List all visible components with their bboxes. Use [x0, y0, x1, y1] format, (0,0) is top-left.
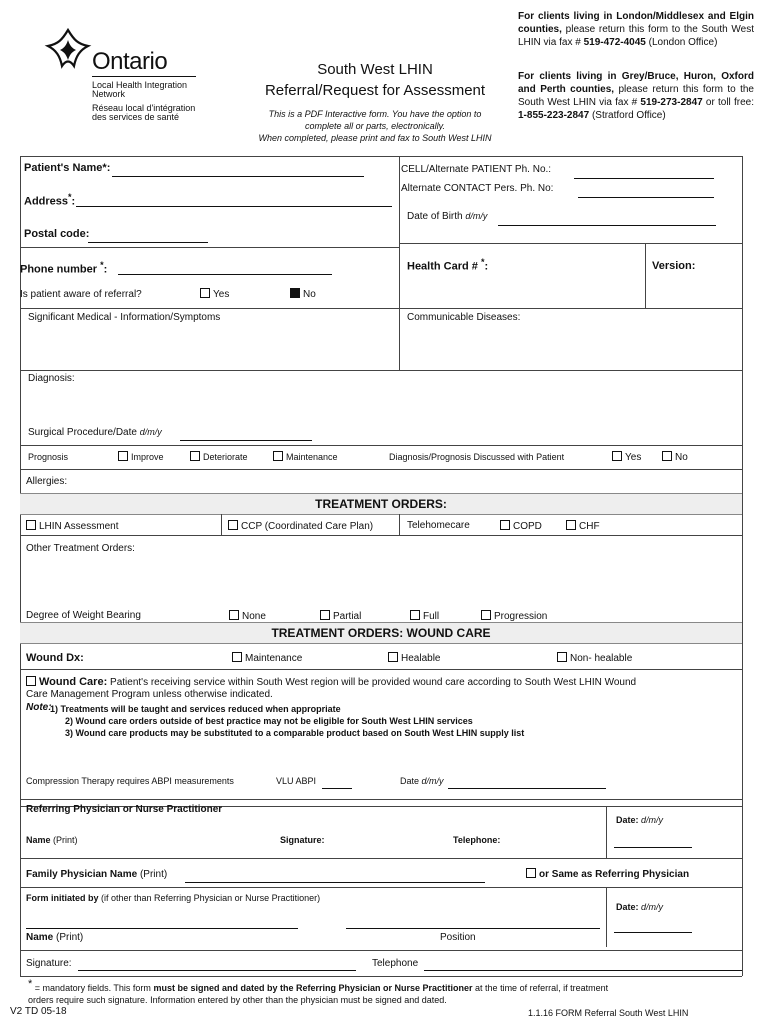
discussed-no-checkbox[interactable]: No — [662, 451, 688, 463]
surgical-label: Surgical Procedure/Date d/m/y — [28, 427, 162, 438]
version-code: V2 TD 05-18 — [10, 1006, 67, 1017]
wound-date-input[interactable] — [448, 776, 606, 789]
logo-sub-en-2: Network — [92, 89, 126, 99]
aware-yes-checkbox[interactable]: Yes — [200, 288, 229, 300]
cell-input[interactable] — [574, 166, 714, 179]
london-office: (London Office) — [648, 37, 718, 48]
discussed-yes-checkbox[interactable]: Yes — [612, 451, 641, 463]
initiated-position-input[interactable] — [346, 916, 600, 929]
surgical-input[interactable] — [180, 428, 312, 441]
allergies-label: Allergies: — [26, 476, 68, 487]
grey-text: please return this form to the South West LHIN via fax # — [518, 84, 754, 108]
version-label: Version: — [652, 260, 696, 272]
chf-checkbox[interactable]: CHF — [566, 520, 600, 532]
copd-checkbox[interactable]: COPD — [500, 520, 542, 532]
phone-label: Phone number *: — [20, 260, 108, 276]
discussed-label: Diagnosis/Prognosis Discussed with Patient — [389, 452, 565, 462]
grey-tollfree: 1-855-223-2847 — [518, 110, 590, 121]
wound-maintenance-checkbox[interactable]: Maintenance — [232, 652, 302, 664]
significant-medical-label: Significant Medical - Information/Symptoms — [28, 312, 221, 323]
aware-no-checkbox[interactable]: No — [290, 288, 316, 300]
communicable-input[interactable] — [404, 326, 740, 368]
same-as-checkbox[interactable]: or Same as Referring Physician — [526, 868, 689, 880]
healable-checkbox[interactable]: Healable — [388, 652, 440, 664]
position-label: Position — [440, 932, 476, 943]
initiated-name-input[interactable] — [26, 916, 298, 929]
note-label: Note: — [26, 702, 52, 713]
logo-sub-fr-2: des services de santé — [92, 112, 180, 122]
grey-office: (Stratford Office) — [591, 110, 666, 121]
initiated-name-label: Name (Print) — [26, 932, 84, 943]
wound-care-text: Wound Care: Patient's receiving service within South West region will be provided wound care according to South West LHIN Wound Care Management Program unless otherwise indicated. — [26, 676, 637, 700]
referring-name-label: Name (Print) — [26, 835, 78, 845]
initiated-telephone-label: Telephone — [372, 958, 419, 969]
ontario-logo — [44, 26, 204, 126]
initiated-signature-label: Signature: — [26, 958, 72, 969]
referring-date-label: Date: d/m/y — [616, 815, 664, 825]
logo-sub-en-1: Local Health Integration — [92, 80, 188, 90]
communicable-label: Communicable Diseases: — [407, 312, 521, 323]
weight-bearing-label: Degree of Weight Bearing — [26, 610, 141, 621]
progression-checkbox[interactable]: Progression — [481, 610, 547, 622]
note-3: 3) Wound care products may be substituted to a comparable product based on South West LHIN supply list — [65, 728, 525, 738]
non-healable-checkbox[interactable]: Non- healable — [557, 652, 632, 664]
wound-care-checkbox[interactable] — [26, 676, 36, 686]
partial-checkbox[interactable]: Partial — [320, 610, 361, 622]
initiated-date-input[interactable] — [614, 920, 692, 933]
dob-label: Date of Birth d/m/y — [407, 211, 488, 222]
postal-code-label: Postal code: — [24, 228, 90, 240]
family-physician-input[interactable] — [185, 870, 485, 883]
checkbox-icon — [200, 288, 210, 298]
referring-telephone-label: Telephone: — [453, 835, 501, 845]
note-2: 2) Wound care orders outside of best practice may not be eligible for South West LHIN services — [65, 716, 473, 726]
wound-care-band: TREATMENT ORDERS: WOUND CARE — [20, 622, 742, 644]
aware-label: Is patient aware of referral? — [20, 289, 142, 300]
mandatory-note: * = mandatory fields. This form must be signed and dated by the Referring Physician or Nurse Practitioner at the time of referral, if treatment orders require such signature. Information entered by other than the physician must be signed and dated. — [28, 978, 609, 1005]
logo-name: Ontario — [92, 48, 168, 75]
postal-code-input[interactable] — [88, 230, 208, 243]
london-bold: For clients living in London/Middlesex and Elgin counties, — [518, 11, 754, 35]
family-physician-label: Family Physician Name (Print) — [26, 869, 168, 880]
patient-name-input[interactable] — [112, 164, 364, 177]
telehomecare-label: Telehomecare — [407, 520, 470, 531]
london-text: please return this form to the South West LHIN via fax # — [518, 24, 754, 48]
phone-input[interactable] — [118, 262, 332, 275]
referring-signature-label: Signature: — [280, 835, 325, 845]
health-card-label: Health Card # *: — [407, 257, 489, 273]
address-label: Address*: — [24, 192, 76, 208]
maintenance-checkbox[interactable]: Maintenance — [273, 451, 338, 462]
cell-label: CELL/Alternate PATIENT Ph. No.: — [401, 164, 552, 175]
london-fax-info — [518, 10, 754, 49]
initiated-telephone-input[interactable] — [424, 958, 742, 971]
initiated-by-label: Form initiated by (if other than Referring Physician or Nurse Practitioner) — [26, 893, 321, 903]
initiated-signature-input[interactable] — [78, 958, 356, 971]
form-title-1: South West LHIN — [317, 61, 433, 78]
lhin-assessment-checkbox[interactable]: LHIN Assessment — [26, 520, 118, 532]
grey-fax: 519-273-2847 — [640, 97, 703, 108]
alt-contact-input[interactable] — [578, 185, 714, 198]
patient-name-label: Patient's Name*: — [24, 162, 111, 174]
none-checkbox[interactable]: None — [229, 610, 266, 622]
grey-bold: For clients living in Grey/Bruce, Huron, Oxford and Perth counties, — [518, 71, 754, 95]
treatment-orders-band: TREATMENT ORDERS: — [20, 493, 742, 515]
initiated-date-label: Date: d/m/y — [616, 902, 664, 912]
referring-date-input[interactable] — [614, 835, 692, 848]
checkbox-checked-icon — [290, 288, 300, 298]
vlu-abpi-input[interactable] — [322, 776, 352, 789]
trillium-icon — [44, 26, 92, 74]
form-subtitle-3: When completed, please print and fax to South West LHIN — [258, 133, 492, 143]
diagnosis-label: Diagnosis: — [28, 373, 75, 384]
form-subtitle-1: This is a PDF Interactive form. You have the option to — [268, 109, 482, 119]
improve-checkbox[interactable]: Improve — [118, 451, 164, 462]
logo-sub-fr-1: Réseau local d'intégration — [92, 103, 196, 113]
wound-date-label: Date d/m/y — [400, 776, 444, 786]
vlu-abpi-label: VLU ABPI — [276, 776, 317, 786]
address-input[interactable] — [76, 194, 392, 207]
other-orders-label: Other Treatment Orders: — [26, 543, 135, 554]
london-fax: 519-472-4045 — [583, 37, 646, 48]
referring-physician-label: Referring Physician or Nurse Practitioner — [26, 804, 223, 815]
other-orders-input[interactable] — [24, 558, 740, 608]
significant-medical-input[interactable] — [24, 326, 398, 368]
form-title-2: Referral/Request for Assessment — [264, 82, 486, 99]
prognosis-label: Prognosis — [28, 452, 69, 462]
dob-input[interactable] — [498, 213, 716, 226]
alt-contact-label: Alternate CONTACT Pers. Ph. No: — [401, 183, 554, 194]
stratford-fax-info — [518, 70, 754, 122]
ccp-checkbox[interactable]: CCP (Coordinated Care Plan) — [228, 520, 373, 532]
full-checkbox[interactable]: Full — [410, 610, 439, 622]
compression-label: Compression Therapy requires ABPI measurements — [26, 776, 234, 786]
note-1: 1) Treatments will be taught and services reduced when appropriate — [50, 704, 341, 714]
form-subtitle-2: complete all or parts, electronically. — [305, 121, 445, 131]
form-id: 1.1.16 FORM Referral South West LHIN — [528, 1008, 689, 1018]
deteriorate-checkbox[interactable]: Deteriorate — [190, 451, 248, 462]
grey-or: or toll free: — [705, 97, 754, 108]
wound-dx-label: Wound Dx: — [26, 652, 84, 664]
form-title — [240, 60, 510, 144]
